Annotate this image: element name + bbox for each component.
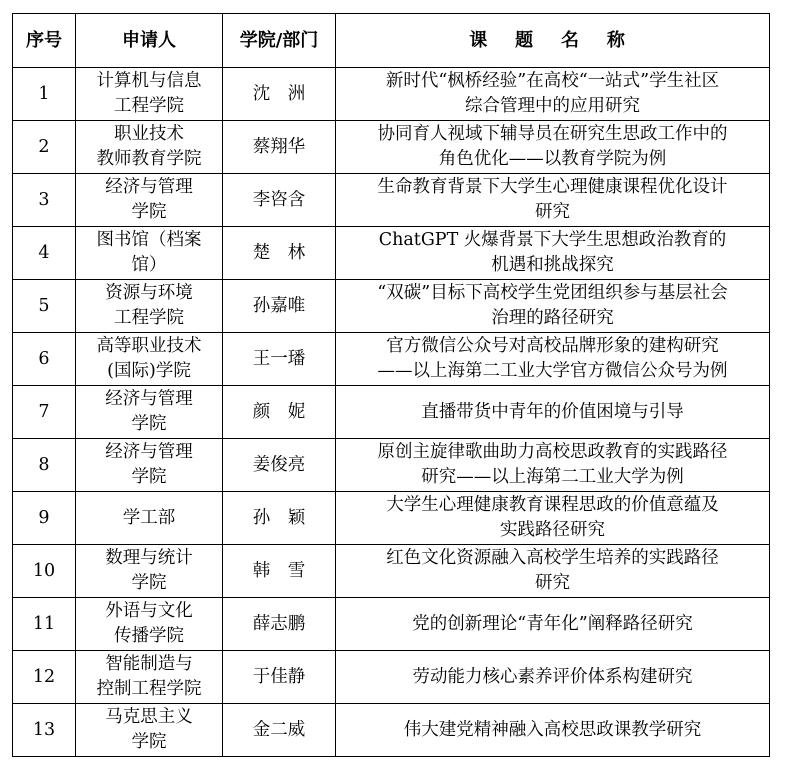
college-line: 馆）: [131, 255, 167, 275]
topic-cell: [336, 545, 770, 598]
table-row: [13, 227, 770, 280]
college-line: 资源与环境: [105, 283, 193, 303]
project-table: [12, 13, 770, 757]
topic-cell: [336, 439, 770, 492]
applicant-cell: 于佳静: [223, 651, 336, 704]
topic-line: 劳动能力核心素养评价体系构建研究: [412, 666, 693, 687]
applicant-cell: 孙 颖: [223, 492, 336, 545]
applicant-cell: 韩 雪: [223, 545, 336, 598]
header-no: 序号: [13, 14, 76, 68]
college-line: 图书馆（档案: [96, 230, 202, 250]
row-number: 2: [13, 121, 76, 174]
college-line: 经济与管理: [105, 177, 193, 197]
college-line: 学院: [131, 414, 167, 434]
topic-line: 原创主旋律歌曲助力高校思政教育的实践路径: [377, 442, 728, 462]
college-cell: [76, 333, 223, 386]
topic-cell: [336, 598, 770, 651]
topic-cell: [336, 333, 770, 386]
college-line: 经济与管理: [105, 442, 193, 462]
college-line: 数理与统计: [105, 548, 193, 568]
college-cell: [76, 439, 223, 492]
applicant-cell: 沈 洲: [223, 68, 336, 121]
table-row: [13, 439, 770, 492]
header-row: [13, 14, 770, 68]
applicant-cell: 楚 林: [223, 227, 336, 280]
applicant-cell: 薛志鹏: [223, 598, 336, 651]
college-cell: [76, 598, 223, 651]
college-cell: [76, 227, 223, 280]
topic-line: 研究: [535, 573, 570, 593]
row-number: 4: [13, 227, 76, 280]
table-row: [13, 386, 770, 439]
college-line: 工程学院: [114, 308, 184, 328]
college-line: 高等职业技术: [96, 336, 202, 356]
topic-cell: [336, 386, 770, 439]
topic-cell: [336, 174, 770, 227]
header-applicant: 申请人: [76, 14, 223, 68]
topic-line: 伟大建党精神融入高校思政课教学研究: [403, 719, 702, 740]
topic-line: 实践路径研究: [500, 520, 605, 540]
college-line: 智能制造与: [105, 654, 193, 674]
college-line: 工程学院: [114, 96, 184, 116]
college-line: 职业技术: [114, 124, 184, 144]
table-row: [13, 68, 770, 121]
college-line: 马克思主义: [105, 707, 193, 727]
topic-line: 官方微信公众号对高校品牌形象的建构研究: [386, 336, 719, 356]
college-line: 经济与管理: [105, 389, 193, 409]
table-row: [13, 704, 770, 757]
topic-cell: [336, 121, 770, 174]
row-number: 13: [13, 704, 76, 757]
college-line: 外语与文化: [105, 601, 193, 621]
table-row: [13, 598, 770, 651]
topic-line: 角色优化——以教育学院为例: [438, 149, 667, 169]
college-cell: [76, 68, 223, 121]
topic-cell: [336, 704, 770, 757]
table-row: [13, 545, 770, 598]
row-number: 7: [13, 386, 76, 439]
table-row: [13, 280, 770, 333]
college-line: 学院: [131, 732, 167, 752]
college-line: 学院: [131, 202, 167, 222]
table-row: [13, 651, 770, 704]
applicant-cell: 孙嘉唯: [223, 280, 336, 333]
college-cell: [76, 386, 223, 439]
college-cell: [76, 492, 223, 545]
header-college: 学院/部门: [223, 14, 336, 68]
row-number: 9: [13, 492, 76, 545]
topic-line: 协同育人视域下辅导员在研究生思政工作中的: [377, 124, 728, 144]
topic-cell: [336, 280, 770, 333]
college-cell: [76, 651, 223, 704]
college-cell: [76, 704, 223, 757]
topic-line: ChatGPT 火爆背景下大学生思想政治教育的: [378, 230, 727, 250]
college-line: 学院: [131, 573, 167, 593]
table-row: [13, 121, 770, 174]
topic-line: ——以上海第二工业大学官方微信公众号为例: [377, 361, 728, 381]
topic-line: “双碳”目标下高校学生党团组织参与基层社会: [377, 283, 728, 303]
college-line: 学工部: [122, 507, 176, 528]
topic-line: 生命教育背景下大学生心理健康课程优化设计: [377, 177, 728, 197]
college-line: 传播学院: [114, 626, 184, 646]
row-number: 1: [13, 68, 76, 121]
table-header: [13, 14, 770, 68]
row-number: 12: [13, 651, 76, 704]
topic-line: 综合管理中的应用研究: [465, 96, 640, 116]
topic-line: 研究: [535, 202, 570, 222]
topic-line: 党的创新理论“青年化”阐释路径研究: [412, 613, 693, 634]
row-number: 3: [13, 174, 76, 227]
topic-line: 新时代“枫桥经验”在高校“一站式”学生社区: [385, 71, 720, 91]
college-line: 学院: [131, 467, 167, 487]
college-line: 计算机与信息: [96, 71, 202, 91]
row-number: 6: [13, 333, 76, 386]
applicant-cell: 李咨含: [223, 174, 336, 227]
applicant-cell: 王一璠: [223, 333, 336, 386]
header-topic: 课 题 名 称: [336, 14, 770, 68]
row-number: 11: [13, 598, 76, 651]
college-cell: [76, 121, 223, 174]
topic-cell: [336, 651, 770, 704]
topic-line: 机遇和挑战探究: [491, 255, 614, 275]
table-row: [13, 492, 770, 545]
college-line: (国际)学院: [107, 361, 191, 381]
topic-cell: [336, 68, 770, 121]
row-number: 10: [13, 545, 76, 598]
topic-line: 红色文化资源融入高校学生培养的实践路径: [386, 548, 719, 568]
table-row: [13, 333, 770, 386]
topic-cell: [336, 492, 770, 545]
row-number: 8: [13, 439, 76, 492]
college-line: 教师教育学院: [96, 149, 202, 169]
applicant-cell: 姜俊亮: [223, 439, 336, 492]
topic-line: 研究——以上海第二工业大学为例: [421, 467, 684, 487]
topic-line: 大学生心理健康教育课程思政的价值意蕴及: [386, 495, 719, 515]
row-number: 5: [13, 280, 76, 333]
college-cell: [76, 545, 223, 598]
college-cell: [76, 280, 223, 333]
topic-line: 直播带货中青年的价值困境与引导: [421, 401, 684, 422]
table-row: [13, 174, 770, 227]
applicant-cell: 金二威: [223, 704, 336, 757]
applicant-cell: 颜 妮: [223, 386, 336, 439]
topic-cell: [336, 227, 770, 280]
college-line: 控制工程学院: [96, 679, 202, 699]
applicant-cell: 蔡翔华: [223, 121, 336, 174]
table-body: [13, 68, 770, 757]
topic-line: 治理的路径研究: [491, 308, 614, 328]
college-cell: [76, 174, 223, 227]
